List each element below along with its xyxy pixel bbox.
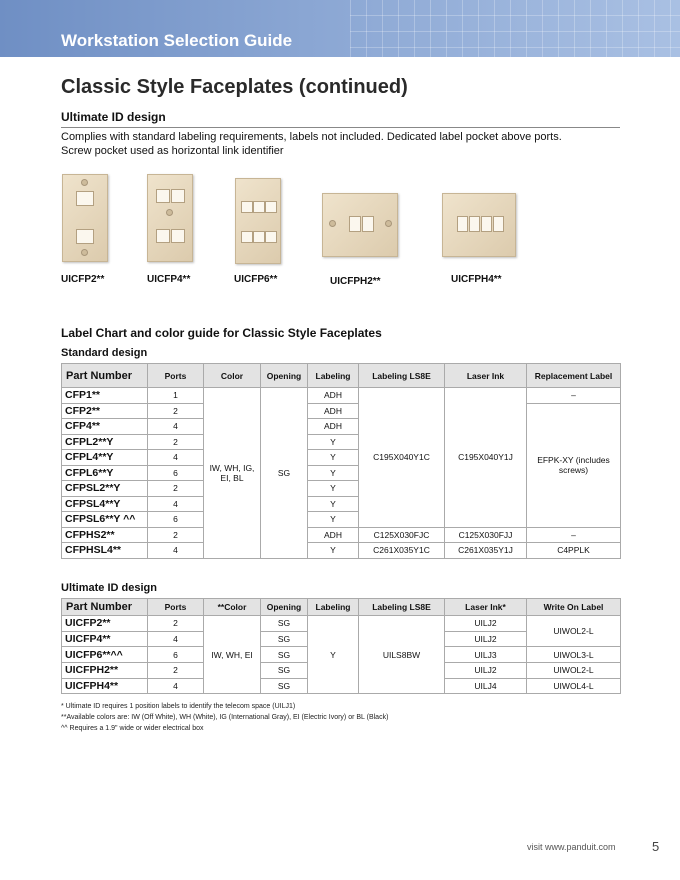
- section-divider: [61, 127, 620, 128]
- section-heading-ultimate-id: Ultimate ID design: [61, 110, 166, 124]
- page-number: 5: [652, 839, 660, 854]
- replacement-cell: –: [527, 388, 621, 404]
- column-header: Part Number: [62, 599, 148, 616]
- column-header: Opening: [261, 599, 308, 616]
- ports-cell: 6: [148, 465, 204, 481]
- opening-cell: SG: [261, 631, 308, 647]
- column-header: Labeling: [308, 599, 359, 616]
- opening-cell: SG: [261, 616, 308, 632]
- ls8e-cell: C125X030FJC: [359, 527, 445, 543]
- standard-design-heading: Standard design: [61, 347, 148, 359]
- part-number: CFPL6**Y: [62, 465, 148, 481]
- ports-cell: 4: [148, 631, 204, 647]
- replacement-cell: C4PPLK: [527, 543, 621, 559]
- ports-cell: 2: [148, 616, 204, 632]
- replacement-cell: –: [527, 527, 621, 543]
- column-header: Part Number: [62, 364, 148, 388]
- footnote: **Available colors are: IW (Off White), WH (White), IG (International Gray), EI (Electric Ivory) or BL (Black): [61, 714, 389, 721]
- column-header: Ports: [148, 364, 204, 388]
- part-number: CFPSL4**Y: [62, 496, 148, 512]
- part-number: UICFPH4**: [62, 678, 148, 694]
- ports-cell: 4: [148, 543, 204, 559]
- laser-ink-cell: C261X035Y1J: [445, 543, 527, 559]
- part-number: CFP2**: [62, 403, 148, 419]
- part-number: UICFPH2**: [62, 663, 148, 679]
- part-number: CFP1**: [62, 388, 148, 404]
- labeling-cell: Y: [308, 465, 359, 481]
- part-number: CFPL4**Y: [62, 450, 148, 466]
- labeling-cell: Y: [308, 496, 359, 512]
- banner-pattern: [350, 0, 680, 57]
- part-number: UICFP2**: [62, 616, 148, 632]
- part-number: CFPSL2**Y: [62, 481, 148, 497]
- column-header: Labeling LS8E: [359, 364, 445, 388]
- banner-title: Workstation Selection Guide: [61, 31, 293, 50]
- part-number: UICFP4**: [62, 631, 148, 647]
- opening-cell: SG: [261, 388, 308, 559]
- product-label: UICFP4**: [147, 274, 191, 285]
- labeling-cell: Y: [308, 434, 359, 450]
- ports-cell: 4: [148, 419, 204, 435]
- ports-cell: 2: [148, 434, 204, 450]
- write-on-cell: UIWOL3-L: [527, 647, 621, 663]
- product-label: UICFPH2**: [330, 276, 381, 287]
- footnotes: [61, 701, 388, 734]
- part-number: CFP4**: [62, 419, 148, 435]
- ultimate-design-table: [61, 598, 621, 694]
- header-banner: [0, 0, 680, 57]
- replacement-cell: EFPK-XY (includes screws): [527, 403, 621, 527]
- table-row: [62, 616, 621, 632]
- product-label: UICFP6**: [234, 274, 278, 285]
- write-on-cell: UIWOL2-L: [527, 663, 621, 679]
- description-line-1: Complies with standard labeling requirements, labels not included. Dedicated label pocket above ports.: [61, 131, 562, 143]
- part-number: UICFP6**^^: [62, 647, 148, 663]
- laser-ink-cell: C125X030FJJ: [445, 527, 527, 543]
- ports-cell: 2: [148, 663, 204, 679]
- description-line-2: Screw pocket used as horizontal link identifier: [61, 145, 284, 157]
- part-number: CFPL2**Y: [62, 434, 148, 450]
- table-row: [62, 527, 621, 543]
- opening-cell: SG: [261, 678, 308, 694]
- column-header: Labeling LS8E: [359, 599, 445, 616]
- laser-ink-cell: UILJ4: [445, 678, 527, 694]
- ports-cell: 4: [148, 496, 204, 512]
- table-row: [62, 543, 621, 559]
- ports-cell: 2: [148, 481, 204, 497]
- label-chart-heading: Label Chart and color guide for Classic Style Faceplates: [61, 326, 382, 340]
- ls8e-cell: C261X035Y1C: [359, 543, 445, 559]
- table-row: [62, 403, 621, 419]
- part-number: CFPHSL4**: [62, 543, 148, 559]
- column-header: **Color: [204, 599, 261, 616]
- labeling-cell: ADH: [308, 527, 359, 543]
- color-cell: IW, WH, IG, EI, BL: [204, 388, 261, 559]
- write-on-cell: UIWOL2-L: [527, 616, 621, 647]
- ports-cell: 6: [148, 512, 204, 528]
- column-header: Opening: [261, 364, 308, 388]
- part-number: CFPHS2**: [62, 527, 148, 543]
- color-cell: IW, WH, EI: [204, 616, 261, 694]
- labeling-cell: ADH: [308, 388, 359, 404]
- laser-ink-cell: C195X040Y1J: [445, 388, 527, 528]
- column-header: Labeling: [308, 364, 359, 388]
- write-on-cell: UIWOL4-L: [527, 678, 621, 694]
- ports-cell: 4: [148, 450, 204, 466]
- product-label: UICFPH4**: [451, 274, 502, 285]
- part-number: CFPSL6**Y ^^: [62, 512, 148, 528]
- ports-cell: 2: [148, 403, 204, 419]
- column-header: Replacement Label: [527, 364, 621, 388]
- ultimate-design-heading: Ultimate ID design: [61, 582, 157, 594]
- labeling-cell: Y: [308, 450, 359, 466]
- ports-cell: 4: [148, 678, 204, 694]
- column-header: Ports: [148, 599, 204, 616]
- column-header: Laser Ink: [445, 364, 527, 388]
- faceplate-4-port-image: [147, 174, 193, 262]
- page-title: Classic Style Faceplates (continued): [61, 76, 408, 98]
- labeling-cell: Y: [308, 481, 359, 497]
- column-header: Laser Ink*: [445, 599, 527, 616]
- footnote: ^^ Requires a 1.9" wide or wider electrical box: [61, 725, 204, 732]
- labeling-cell: ADH: [308, 403, 359, 419]
- labeling-cell: ADH: [308, 419, 359, 435]
- table-row: [62, 388, 621, 404]
- footnote: * Ultimate ID requires 1 position labels to identify the telecom space (UILJ1): [61, 703, 296, 710]
- faceplate-horizontal-4-port-image: [442, 193, 516, 257]
- laser-ink-cell: UILJ2: [445, 631, 527, 647]
- labeling-cell: Y: [308, 543, 359, 559]
- labeling-cell: Y: [308, 616, 359, 694]
- opening-cell: SG: [261, 663, 308, 679]
- faceplate-horizontal-2-port-image: [322, 193, 398, 257]
- ls8e-cell: UILS8BW: [359, 616, 445, 694]
- ls8e-cell: C195X040Y1C: [359, 388, 445, 528]
- opening-cell: SG: [261, 647, 308, 663]
- ports-cell: 6: [148, 647, 204, 663]
- product-label: UICFP2**: [61, 274, 105, 285]
- laser-ink-cell: UILJ3: [445, 647, 527, 663]
- labeling-cell: Y: [308, 512, 359, 528]
- laser-ink-cell: UILJ2: [445, 616, 527, 632]
- column-header: Color: [204, 364, 261, 388]
- section-description: [61, 130, 620, 158]
- footer-url: visit www.panduit.com: [527, 842, 616, 852]
- standard-design-table: [61, 363, 621, 559]
- laser-ink-cell: UILJ2: [445, 663, 527, 679]
- ports-cell: 2: [148, 527, 204, 543]
- faceplate-2-port-image: [62, 174, 108, 262]
- ports-cell: 1: [148, 388, 204, 404]
- faceplate-6-port-image: [235, 178, 281, 264]
- column-header: Write On Label: [527, 599, 621, 616]
